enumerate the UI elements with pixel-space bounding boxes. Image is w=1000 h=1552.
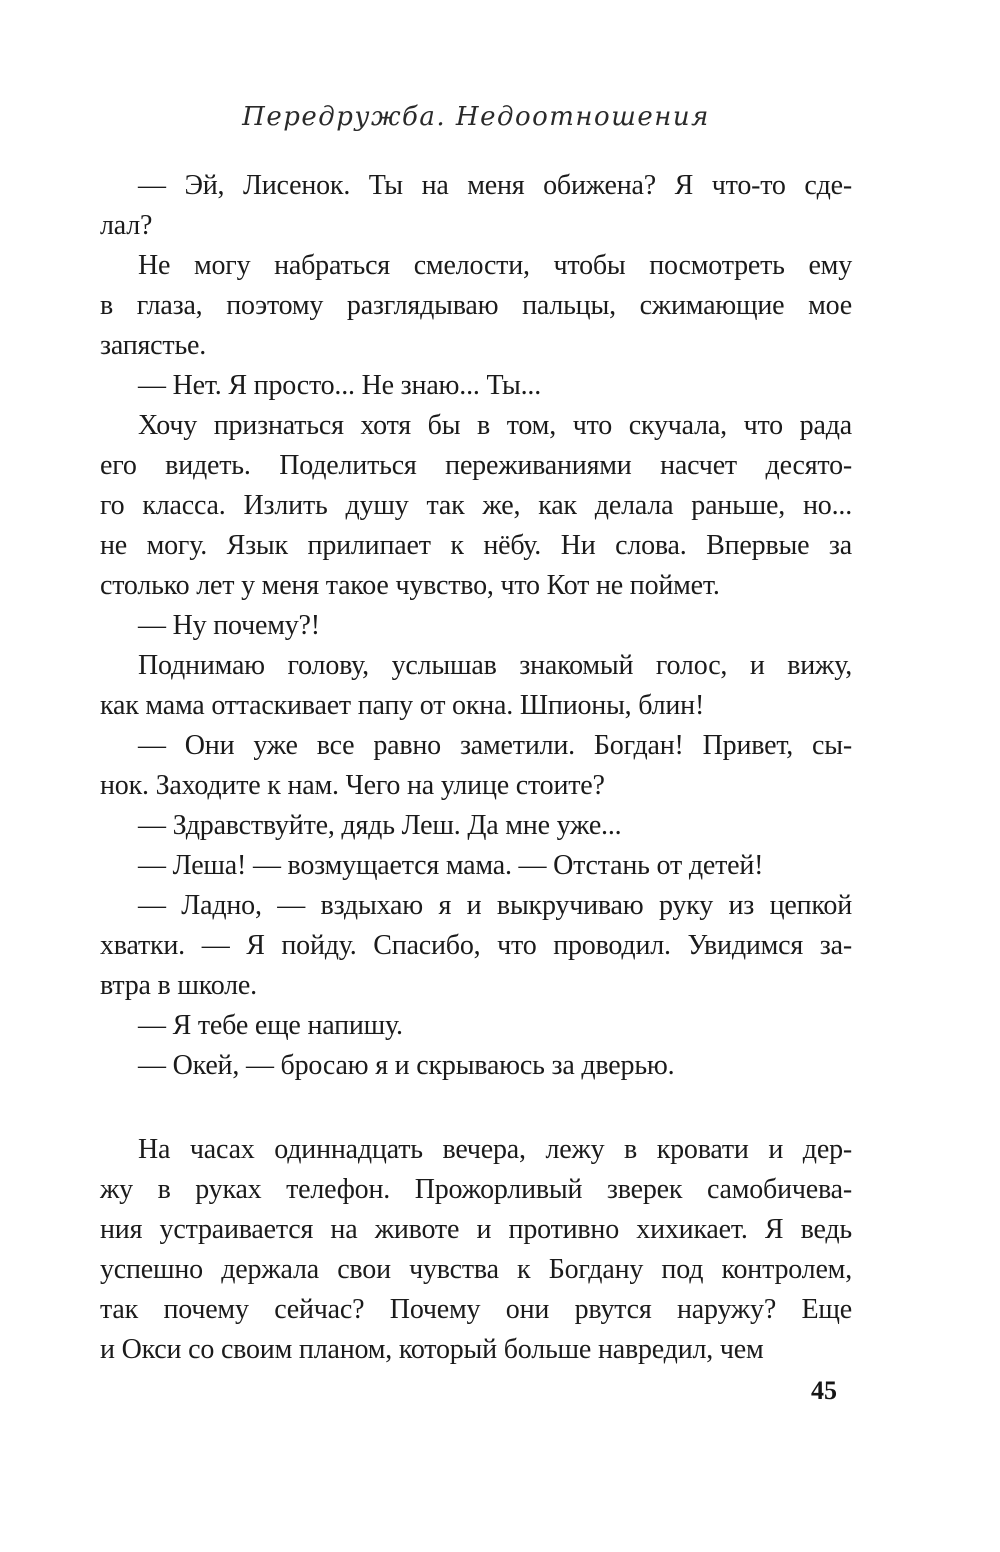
text-line: хватки. — Я пойду. Спасибо, что проводил. Увидимся за- — [100, 930, 852, 961]
text-line: жу в руках телефон. Прожорливый зверек самобичева- — [100, 1174, 852, 1205]
text-line: запястье. — [100, 330, 207, 361]
text-line: — Они уже все равно заметили. Богдан! Привет, сы- — [138, 730, 852, 761]
text-line: — Нет. Я просто... Не знаю... Ты... — [138, 370, 541, 401]
paragraph — [100, 246, 852, 366]
text-line: как мама оттаскивает папу от окна. Шпионы, блин! — [100, 690, 705, 721]
paragraph — [100, 1006, 852, 1046]
paragraph — [100, 846, 852, 886]
paragraph — [100, 806, 852, 846]
text-line: так почему сейчас? Почему они рвутся наружу? Еще — [100, 1294, 852, 1325]
text-line: втра в школе. — [100, 970, 257, 1001]
text-line: нок. Заходите к нам. Чего на улице стоите? — [100, 770, 605, 801]
paragraph — [100, 1046, 852, 1086]
text-line: столько лет у меня такое чувство, что Кот не поймет. — [100, 570, 720, 601]
text-line: лал? — [100, 210, 153, 241]
text-line: Не могу набраться смелости, чтобы посмотреть ему — [138, 250, 852, 281]
text-line: не могу. Язык прилипает к нёбу. Ни слова. Впервые за — [100, 530, 852, 561]
text-line: го класса. Излить душу так же, как делала раньше, но... — [100, 490, 852, 521]
text-line: Поднимаю голову, услышав знакомый голос, и вижу, — [138, 650, 852, 681]
text-line: в глаза, поэтому разглядываю пальцы, сжимающие мое — [100, 290, 852, 321]
page-number: 45 — [811, 1376, 837, 1405]
text-line: успешно держала свои чувства к Богдану под контролем, — [100, 1254, 852, 1285]
text-line: — Я тебе еще напишу. — [138, 1010, 403, 1041]
text-line: — Ладно, — вздыхаю я и выкручиваю руку из цепкой — [138, 890, 852, 921]
text-line: — Леша! — возмущается мама. — Отстань от детей! — [138, 850, 764, 881]
paragraph — [100, 886, 852, 1006]
text-line: — Окей, — бросаю я и скрываюсь за дверью. — [138, 1050, 675, 1081]
paragraph — [100, 406, 852, 606]
text-line: Хочу признаться хотя бы в том, что скучала, что рада — [138, 410, 852, 441]
text-block — [100, 166, 852, 1370]
text-line: На часах одиннадцать вечера, лежу в кровати и дер- — [138, 1134, 852, 1165]
text-line: его видеть. Поделиться переживаниями насчет десято- — [100, 450, 852, 481]
running-header: Передружба. Недоотношения — [242, 102, 710, 132]
paragraph — [100, 1130, 852, 1370]
paragraph — [100, 166, 852, 246]
text-line: — Эй, Лисенок. Ты на меня обижена? Я что-то сде- — [138, 170, 852, 201]
paragraph — [100, 726, 852, 806]
text-line: и Окси со своим планом, который больше навредил, чем — [100, 1334, 764, 1365]
text-line: ния устраивается на животе и противно хихикает. Я ведь — [100, 1214, 852, 1245]
paragraph — [100, 366, 852, 406]
paragraph — [100, 606, 852, 646]
paragraph — [100, 646, 852, 726]
text-line: — Ну почему?! — [138, 610, 320, 641]
text-line: — Здравствуйте, дядь Леш. Да мне уже... — [138, 810, 622, 841]
